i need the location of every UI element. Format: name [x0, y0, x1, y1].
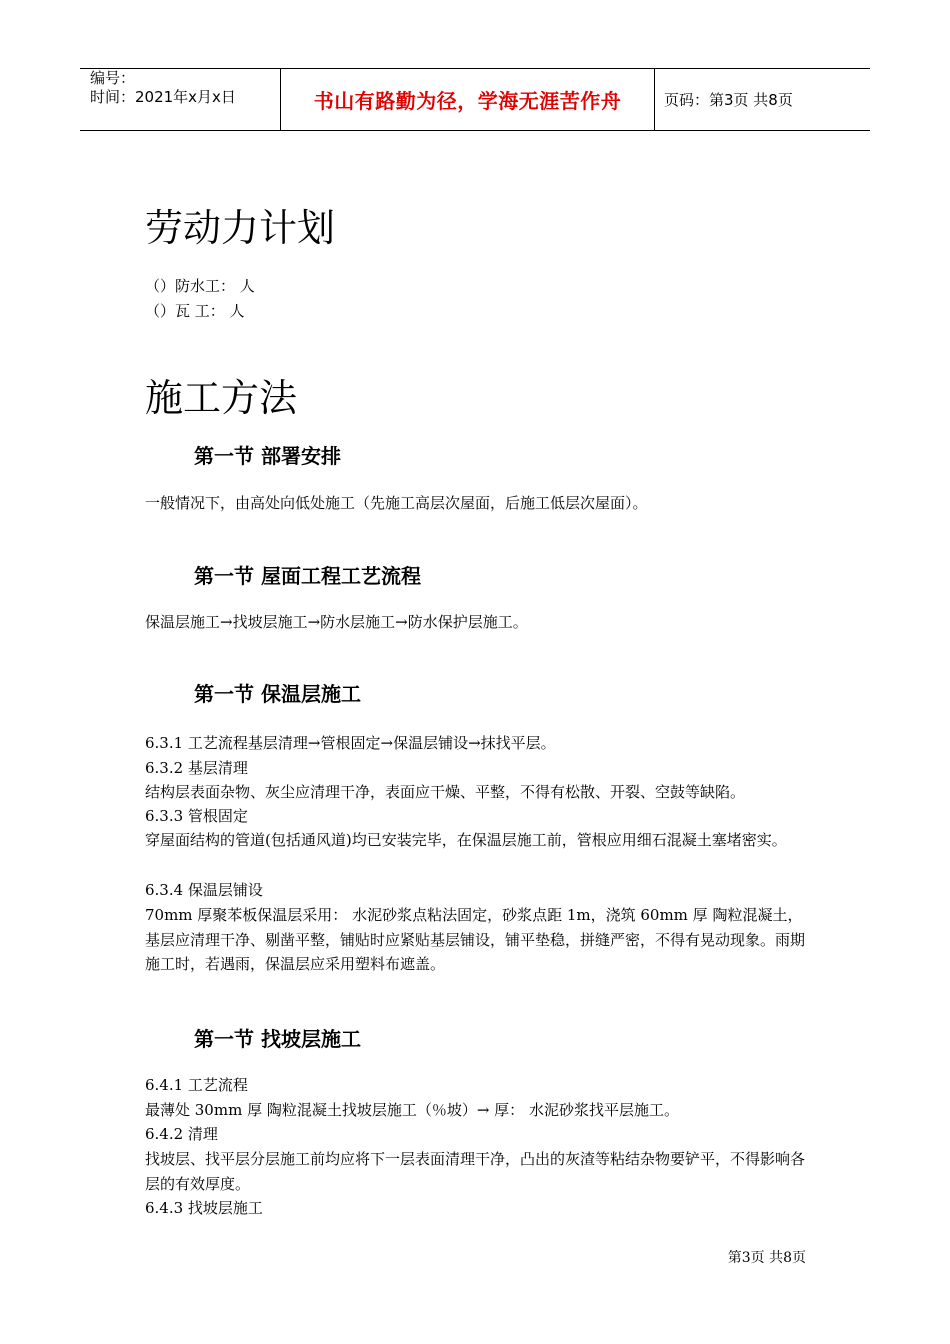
section-slope-title: 第一节 找坡层施工 — [194, 1027, 361, 1051]
header-motto-cell — [281, 69, 655, 130]
page-header — [80, 68, 870, 131]
paragraph: 穿屋面结构的管道(包括通风道)均已安装完毕，在保温层施工前，管根应用细石混凝土塞堵密实。 — [145, 831, 787, 849]
date-label: 时间：2021年x月x日 — [90, 88, 236, 106]
paragraph: 6.4.1 工艺流程 — [145, 1076, 248, 1094]
paragraph: 6.3.2 基层清理 — [145, 759, 248, 777]
paragraph: 70mm 厚聚苯板保温层采用： 水泥砂浆点粘法固定，砂浆点距 1m，浇筑 60mm 厚 陶粒混凝土，基层应清理干净、剔凿平整，铺贴时应紧贴基层铺设，铺平垫稳，拼缝严密，不得有晃动现象。雨期施工时，若遇雨，保温层应采用塑料布遮盖。 — [145, 906, 806, 973]
paragraph: 6.4.2 清理 — [145, 1125, 218, 1143]
footer-page-number: 第3页 共8页 — [727, 1250, 806, 1266]
paragraph: 6.3.4 保温层铺设 — [145, 881, 263, 899]
header-page-cell — [655, 69, 870, 130]
page-number-label: 页码：第3页 共8页 — [664, 91, 793, 109]
paragraph: 保温层施工→找坡层施工→防水层施工→防水保护层施工。 — [145, 613, 528, 631]
paragraph: 结构层表面杂物、灰尘应清理干净，表面应干燥、平整，不得有松散、开裂、空鼓等缺陷。 — [145, 783, 746, 801]
motto-text: 书山有路勤为径，学海无涯苦作舟 — [313, 89, 622, 113]
section-roof-process-title: 第一节 屋面工程工艺流程 — [194, 564, 421, 588]
paragraph: 一般情况下，由高处向低处施工（先施工高层次屋面，后施工低层次屋面）。 — [145, 494, 648, 512]
labor-plan-title: 劳动力计划 — [145, 206, 336, 250]
labor-line-waterproofer: （）防水工： 人 — [145, 277, 255, 295]
paragraph: 最薄处 30mm 厚 陶粒混凝土找坡层施工（％坡）→ 厚： 水泥砂浆找平层施工。 — [145, 1101, 679, 1119]
section-insulation-title: 第一节 保温层施工 — [194, 682, 361, 706]
header-meta-cell — [80, 69, 281, 130]
paragraph: 6.4.3 找坡层施工 — [145, 1199, 263, 1217]
labor-line-tiler: （）瓦 工： 人 — [145, 302, 245, 320]
paragraph: 找坡层、找平层分层施工前均应将下一层表面清理干净，凸出的灰渣等粘结杂物要铲平，不得影响各层的有效厚度。 — [145, 1150, 806, 1193]
paragraph: 6.3.1 工艺流程基层清理→管根固定→保温层铺设→抹找平层。 — [145, 734, 556, 752]
method-title: 施工方法 — [145, 376, 298, 420]
number-label: 编号： — [90, 69, 136, 87]
section-deployment-title: 第一节 部署安排 — [194, 444, 341, 468]
paragraph: 6.3.3 管根固定 — [145, 807, 248, 825]
